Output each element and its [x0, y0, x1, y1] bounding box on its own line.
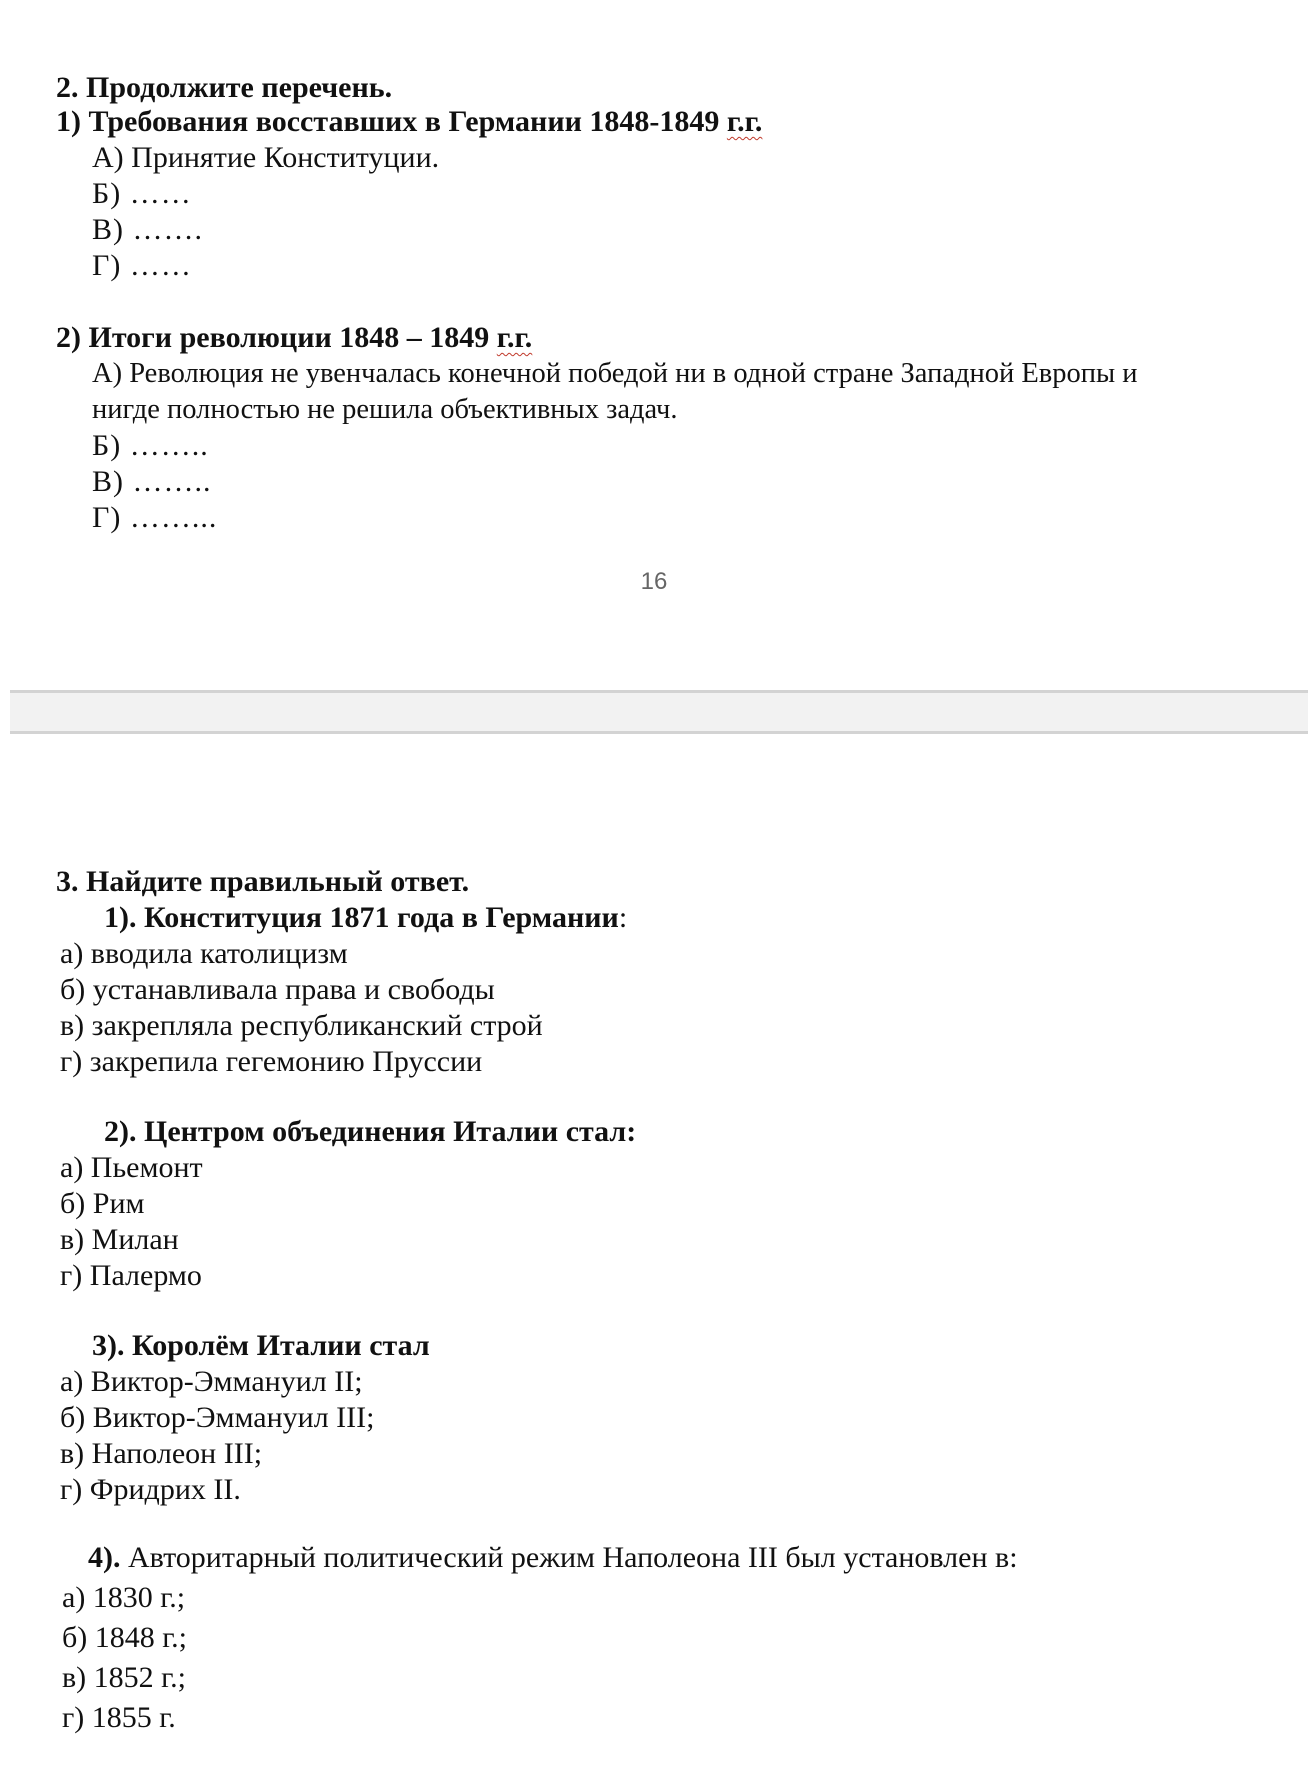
question-2-2-heading-gg: г.г.: [496, 321, 533, 354]
question-2-1-item-v: В) …….: [92, 213, 203, 246]
question-2-1-item-b: Б) ……: [92, 177, 192, 210]
question-3-1-option-a: а) вводила католицизм: [60, 937, 348, 970]
document-page-16: [0, 0, 1308, 690]
question-3-1-heading: [104, 900, 627, 936]
question-3-4-option-a: а) 1830 г.;: [62, 1581, 186, 1614]
question-2-2-heading-text: 2) Итоги революции 1848 – 1849: [56, 321, 497, 354]
question-3-4-option-g: г) 1855 г.: [62, 1701, 176, 1734]
question-3-4-option-v: в) 1852 г.;: [62, 1661, 186, 1694]
question-2-2-heading: [56, 320, 532, 356]
question-3-4-option-b: б) 1848 г.;: [62, 1621, 188, 1654]
question-3-3-option-v: в) Наполеон III;: [60, 1437, 263, 1470]
question-2-2-item-a-line1: А) Революция не увенчалась конечной победой ни в одной стране Западной Европы и: [92, 358, 1138, 389]
question-2-2-item-a-line2: нигде полностью не решила объективных задач.: [92, 394, 678, 425]
question-3-4-heading: [88, 1540, 1018, 1576]
question-3-3-option-b: б) Виктор-Эммануил III;: [60, 1401, 375, 1434]
question-3-4-heading-number: 4).: [88, 1541, 121, 1574]
question-3-2-option-b: б) Рим: [60, 1187, 145, 1220]
question-3-2-option-v: в) Милан: [60, 1223, 179, 1256]
question-3-4-heading-text: Авторитарный политический режим Наполеона III был установлен в:: [120, 1541, 1018, 1574]
question-3-3-heading: 3). Королём Италии стал: [92, 1329, 430, 1362]
question-3-2-option-g: г) Палермо: [60, 1259, 202, 1292]
question-2-2-item-b: Б) ……..: [92, 429, 209, 462]
question-2-2-item-g: Г) ……...: [92, 501, 218, 534]
question-3-3-option-g: г) Фридрих II.: [60, 1473, 241, 1506]
question-3-1-heading-colon: :: [618, 901, 628, 934]
question-3-1-heading-text: 1). Конституция 1871 года в Германии: [104, 901, 619, 934]
question-2-1-item-g: Г) ……: [92, 249, 192, 282]
question-2-1-heading: [56, 104, 762, 140]
question-2-2-item-v: В) ……..: [92, 465, 212, 498]
question-3-1-option-g: г) закрепила гегемонию Пруссии: [60, 1045, 483, 1078]
question-3-1-option-b: б) устанавливала права и свободы: [60, 973, 495, 1006]
question-2-1-heading-text: 1) Требования восставших в Германии 1848-1849: [56, 105, 727, 138]
question-2-1-heading-gg: г.г.: [726, 105, 763, 138]
section-2-title: 2. Продолжите перечень.: [56, 71, 393, 104]
section-3-title: 3. Найдите правильный ответ.: [56, 865, 470, 898]
question-3-2-heading: 2). Центром объединения Италии стал:: [104, 1115, 637, 1148]
question-3-2-option-a: а) Пьемонт: [60, 1151, 203, 1184]
question-3-3-option-a: а) Виктор-Эммануил II;: [60, 1365, 363, 1398]
page-number: 16: [640, 568, 668, 595]
page-break: [10, 690, 1308, 734]
question-2-1-item-a: А) Принятие Конституции.: [92, 141, 440, 174]
question-3-1-option-v: в) закрепляла республиканский строй: [60, 1009, 543, 1042]
document-page-17: [0, 734, 1308, 1786]
